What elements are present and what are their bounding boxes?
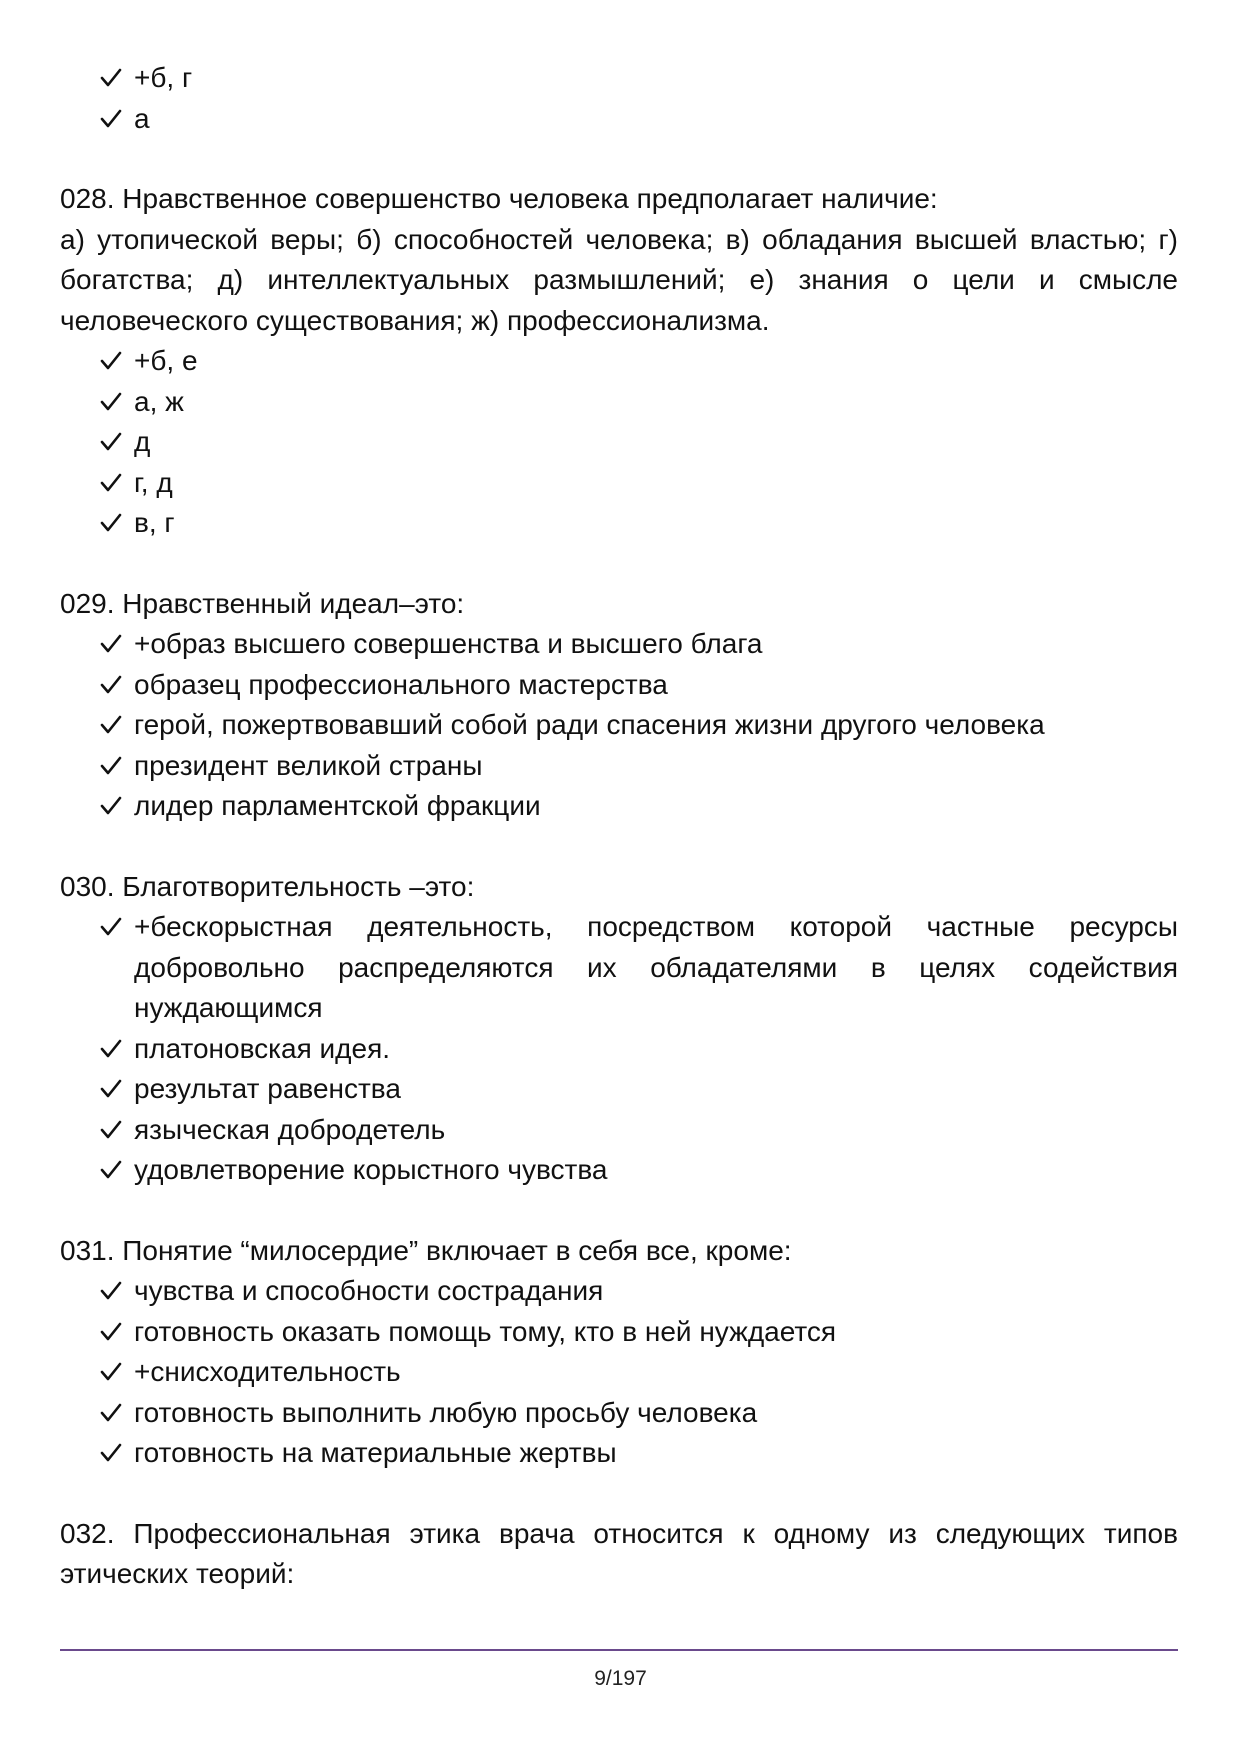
answer-options <box>60 624 1178 827</box>
answer-option <box>100 1110 1178 1151</box>
answer-option <box>100 1150 1178 1191</box>
question-title: 032. Профессиональная этика врача относится к одному из следующих типов этических теорий: <box>60 1517 1178 1589</box>
answer-options <box>60 341 1178 544</box>
answer-option-text: готовность выполнить любую просьбу человека <box>134 1396 758 1428</box>
answer-option-text: д <box>134 426 151 457</box>
answer-option-text: президент великой страны <box>134 749 483 781</box>
question-title: 028. Нравственное совершенство человека предполагает наличие: <box>60 183 938 214</box>
question-body: а) утопической веры; б) способностей человека; в) обладания высшей властью; г) богатства; д) интеллектуальных размышлений; е) знания о цели и смысле человеческого существования; ж) профессионализма. <box>60 223 1178 336</box>
checkmark-icon <box>100 1433 134 1474</box>
answer-option <box>100 705 1178 746</box>
answer-option <box>100 907 1178 1029</box>
page-number: 9/197 <box>594 1667 647 1690</box>
checkmark-icon <box>100 422 134 463</box>
answer-option <box>100 463 1178 504</box>
answer-option-text: чувства и способности сострадания <box>134 1275 604 1306</box>
answer-option <box>100 624 1178 665</box>
checkmark-icon <box>100 907 134 948</box>
answer-option-text: г, д <box>134 466 173 498</box>
answer-option-text: готовность на материальные жертвы <box>134 1437 617 1468</box>
checkmark-icon <box>100 99 134 140</box>
answer-option <box>100 1029 1178 1070</box>
answer-option-text: результат равенства <box>134 1073 401 1104</box>
checkmark-icon <box>100 463 134 504</box>
answer-option <box>100 1271 1178 1312</box>
question-title: 029. Нравственный идеал–это: <box>60 587 465 619</box>
checkmark-icon <box>100 1029 134 1070</box>
checkmark-icon <box>100 1110 134 1151</box>
answer-options <box>60 58 1178 139</box>
checkmark-icon <box>100 503 134 544</box>
answer-option-text: +б, г <box>134 62 193 93</box>
checkmark-icon <box>100 624 134 665</box>
answer-option <box>100 1352 1178 1393</box>
question-031 <box>60 1231 1178 1474</box>
question-029 <box>60 584 1178 827</box>
checkmark-icon <box>100 1352 134 1393</box>
answer-option <box>100 503 1178 544</box>
checkmark-icon <box>100 746 134 787</box>
answer-option <box>100 382 1178 423</box>
answer-option <box>100 341 1178 382</box>
answer-option-text: платоновская идея. <box>134 1032 391 1064</box>
answer-option-text: языческая добродетель <box>134 1113 446 1145</box>
checkmark-icon <box>100 1150 134 1191</box>
checkmark-icon <box>100 786 134 827</box>
checkmark-icon <box>100 341 134 382</box>
answer-option-text: лидер парламентской фракции <box>134 790 541 821</box>
checkmark-icon <box>100 1393 134 1434</box>
answer-option <box>100 1433 1178 1474</box>
answer-option <box>100 58 1178 99</box>
question-032 <box>60 1514 1178 1595</box>
answer-option <box>100 422 1178 463</box>
answer-options <box>60 907 1178 1191</box>
question-028 <box>60 179 1178 544</box>
answer-option <box>100 1393 1178 1434</box>
answer-option-text: герой, пожертвовавший собой ради спасения жизни другого человека <box>134 709 1045 740</box>
question-030 <box>60 867 1178 1191</box>
answer-option-text: образец профессионального мастерства <box>134 668 668 700</box>
answer-option-text: готовность оказать помощь тому, кто в ней нуждается <box>134 1315 837 1347</box>
answer-option-text: +снисходительность <box>134 1356 401 1387</box>
answer-option-text: а <box>134 102 150 134</box>
answer-option <box>100 1312 1178 1353</box>
answer-option-text: а, ж <box>134 385 184 417</box>
answer-option <box>100 665 1178 706</box>
answer-option-text: +б, е <box>134 345 198 376</box>
answer-option-text: в, г <box>134 507 175 538</box>
footer-divider <box>60 1649 1178 1651</box>
checkmark-icon <box>100 705 134 746</box>
answer-option-text: +образ высшего совершенства и высшего блага <box>134 628 763 659</box>
question-title: 030. Благотворительность –это: <box>60 870 475 902</box>
answer-option <box>100 99 1178 140</box>
checkmark-icon <box>100 382 134 423</box>
answer-option-text: +бескорыстная деятельность, посредством которой частные ресурсы добровольно распределяются их обладателями в целях содействия нуждающимся <box>134 911 1178 1023</box>
checkmark-icon <box>100 665 134 706</box>
question-continued <box>60 58 1178 139</box>
answer-option <box>100 786 1178 827</box>
document-page <box>60 58 1178 1595</box>
answer-option <box>100 746 1178 787</box>
question-title: 031. Понятие “милосердие” включает в себя все, кроме: <box>60 1234 792 1266</box>
answer-options <box>60 1271 1178 1474</box>
answer-option <box>100 1069 1178 1110</box>
checkmark-icon <box>100 1312 134 1353</box>
checkmark-icon <box>100 58 134 99</box>
checkmark-icon <box>100 1069 134 1110</box>
answer-option-text: удовлетворение корыстного чувства <box>134 1154 608 1185</box>
checkmark-icon <box>100 1271 134 1312</box>
